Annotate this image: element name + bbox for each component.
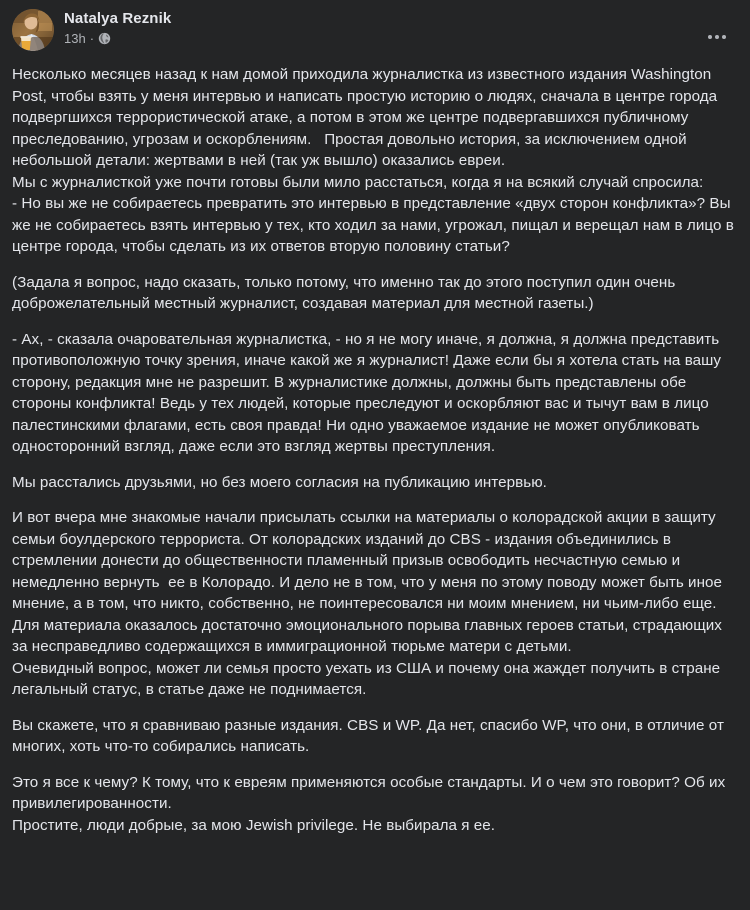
ellipsis-icon — [722, 35, 726, 39]
post-paragraph: Мы с журналисткой уже почти готовы были мило расстаться, когда я на всякий случай спросила: — [12, 173, 704, 191]
post-header — [0, 0, 750, 60]
post-options-button[interactable] — [700, 20, 734, 54]
meta-separator: · — [89, 31, 95, 46]
post-paragraph: (Задала я вопрос, надо сказать, только потому, что именно так до этого поступил один очень доброжелательный местный журналист, создавая материал для местной газеты.) — [12, 273, 680, 312]
post-paragraph: Несколько месяцев назад к нам домой приходила журналистка из известного издания Washington Post, чтобы взять у меня интервью и написать простую историю о людях, сначала в центре города подвергшихся террористической атаке, а потом в этом же центре подвергавшихся публичному преследованию, угрозам и оскорблениям. Простая довольно история, за исключением одной небольшой детали: жертвами в ней (так уж вышло) оказались евреи. — [12, 66, 722, 169]
author-name[interactable]: Natalya Reznik — [64, 10, 172, 27]
post-paragraph: И вот вчера мне знакомые начали присылать ссылки на материалы о колорадской акции в защиту семьи боулдерского террориста. От колорадских изданий до CBS - издания объединились в стремлении донести до общественности пламенный призыв освободить несчастную семью и немедленно вернуть ее в Колорадо. И дело не в том, что у меня по этому поводу может быть иное мнение, а в том, что никто, собственно, не поинтересовался ни моим мнением, ни чьим-либо еще. Для материала оказалось достаточно эмоционального порыва главных героев статьи, страдающих за несправедливо содержащихся в иммиграционной тюрьме матери с детьми. — [12, 509, 727, 655]
ellipsis-icon — [715, 35, 719, 39]
ellipsis-icon — [708, 35, 712, 39]
post-author-block — [64, 8, 171, 47]
post-paragraph: Очевидный вопрос, может ли семья просто уехать из США и почему она жаждет получить в стране легальный статус, в статье даже не поднимается. — [12, 659, 725, 698]
post-meta — [64, 30, 171, 47]
post-paragraph: Мы расстались друзьями, но без моего согласия на публикацию интервью. — [12, 473, 547, 491]
post-body — [0, 60, 750, 836]
avatar[interactable] — [12, 9, 54, 51]
post-paragraph: - Но вы же не собираетесь превратить это интервью в представление «двух сторон конфликта»? Вы же не собираетесь взять интервью у тех, кто ходил за нами, угрожал, пищал и верещал нам в лицо в центре города, чтобы сделать из их ответов вторую половину статьи? — [12, 195, 739, 255]
globe-icon[interactable] — [98, 32, 111, 45]
post-paragraph: Это я все к чему? К тому, что к евреям применяются особые стандарты. И о чем это говорит? Об их привилегированности. — [12, 773, 730, 812]
post-paragraph: Простите, люди добрые, за мою Jewish privilege. Не выбирала я ее. — [12, 816, 496, 834]
post-paragraph: - Ах, - сказала очаровательная журналистка, - но я не могу иначе, я должна, я должна представить противоположную точку зрения, иначе какой же я журналист! Даже если бы я хотела стать на вашу сторону, редакция мне не разрешит. В журналистике должны, должны быть представлены обе стороны конфликта! Ведь у тех людей, которые преследуют и оскорбляют вас и тычут вам в лицо палестинскими флагами, есть своя правда! Ни одно уважаемое издание не может опубликовать односторонний взгляд, даже если это взгляд жертвы преступления. — [12, 330, 726, 455]
post-paragraph: Вы скажете, что я сравниваю разные издания. CBS и WP. Да нет, спасибо WP, что они, в отличие от многих, хоть что-то собирались написать. — [12, 716, 729, 755]
post-timestamp[interactable]: 13h — [64, 31, 86, 46]
